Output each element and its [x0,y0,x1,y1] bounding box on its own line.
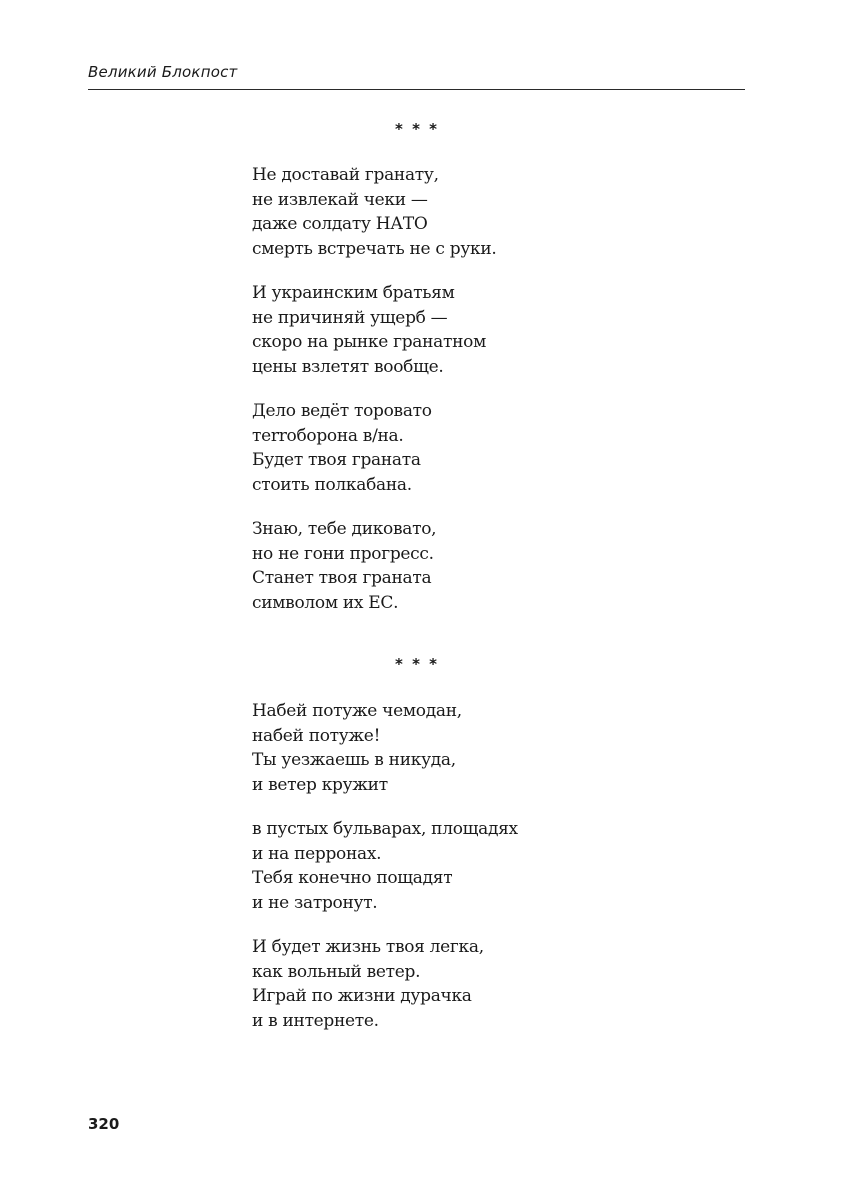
verse-line: но не гони прогресс. [252,543,434,564]
header-rule [88,89,745,90]
poem-1-separator: * * * [395,120,439,138]
verse-line: Дело ведёт торовато [252,401,432,421]
verse-line: и ветер кружит [252,774,388,795]
verse-line: в пустых бульварах, площадях [252,819,518,839]
verse-line: не извлекай чеки — [252,189,428,210]
verse-line: Набей потуже чемодан, [252,701,462,721]
verse-line: и не затронут. [252,892,378,913]
poem-1-stanza-1 [252,163,732,261]
verse-line: и на перронах. [252,843,382,864]
verse-line: Знаю, тебе диковато, [252,519,437,539]
poem-2-stanza-2 [252,817,732,915]
poem-1 [252,163,732,635]
poem-2 [252,699,732,1053]
verse-line: стоить полкабана. [252,474,412,495]
poem-2-separator: * * * [395,655,439,673]
running-title: Великий Блокпост [88,63,238,81]
poem-1-stanza-2 [252,281,732,379]
verse-line: даже солдату НАТО [252,214,428,234]
poem-1-stanza-4 [252,517,732,615]
verse-line: Будет твоя граната [252,450,421,470]
verse-line: Станет твоя граната [252,568,432,588]
verse-line: Ты уезжаешь в никуда, [252,750,456,770]
verse-line: цены взлетят вообще. [252,356,444,377]
poem-2-stanza-3 [252,935,732,1033]
verse-line: набей потуже! [252,725,381,746]
poem-1-stanza-3 [252,399,732,497]
verse-line: и в интернете. [252,1010,379,1031]
verse-line: И будет жизнь твоя легка, [252,937,484,957]
verse-line: скоро на рынке гранатном [252,332,486,352]
verse-line: тerrоборона в/на. [252,425,404,446]
page-number: 320 [88,1115,120,1133]
verse-line: смерть встречать не с руки. [252,238,497,259]
poem-2-stanza-1 [252,699,732,797]
verse-line: И украинским братьям [252,283,455,303]
verse-line: Тебя конечно пощадят [252,868,453,888]
verse-line: символом их ЕС. [252,592,399,613]
verse-line: не причиняй ущерб — [252,307,448,328]
verse-line: как вольный ветер. [252,961,421,982]
verse-line: Не доставай гранату, [252,165,439,185]
verse-line: Играй по жизни дурачка [252,986,472,1006]
